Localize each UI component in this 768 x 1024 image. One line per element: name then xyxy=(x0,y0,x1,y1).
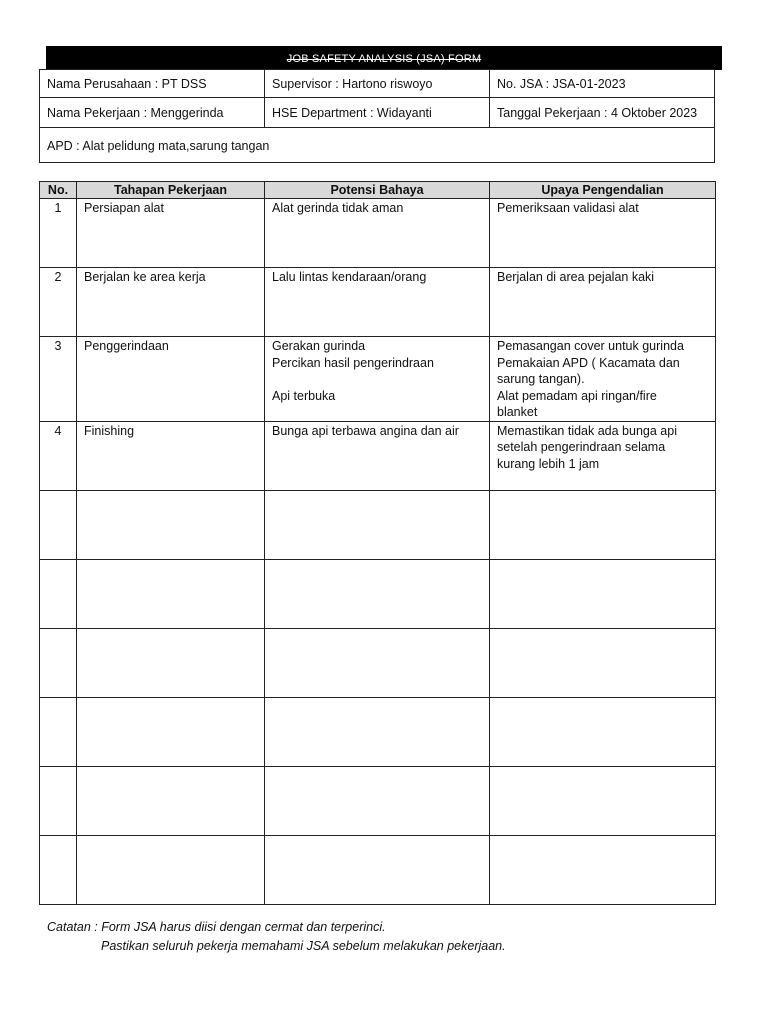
hazard-line: Api terbuka xyxy=(272,388,336,403)
control-line: sarung tangan). xyxy=(497,372,585,386)
hazard-cell xyxy=(265,421,490,490)
control-cell xyxy=(490,199,716,268)
company-name-field: Nama Perusahaan : PT DSS xyxy=(40,70,265,97)
empty-table-row xyxy=(40,766,716,835)
empty-cell xyxy=(40,628,77,697)
control-line: Pemakaian APD ( Kacamata dan xyxy=(497,355,680,370)
control-line: kurang lebih 1 jam xyxy=(497,456,600,471)
empty-table-row xyxy=(40,490,716,559)
hse-department-field: HSE Department : Widayanti xyxy=(265,98,490,127)
table-row xyxy=(40,268,716,337)
hazard-line-blank xyxy=(272,371,482,388)
control-cell xyxy=(490,421,716,490)
jsa-number-field: No. JSA : JSA-01-2023 xyxy=(497,76,626,91)
jsa-table xyxy=(39,181,716,905)
hazard-line: Lalu lintas kendaraan/orang xyxy=(272,270,427,284)
empty-cell xyxy=(265,697,490,766)
jsa-table-header-row xyxy=(40,182,716,199)
hazard-cell xyxy=(265,268,490,337)
empty-cell xyxy=(265,766,490,835)
empty-cell xyxy=(77,697,265,766)
control-cell xyxy=(490,268,716,337)
column-header-no: No. xyxy=(40,182,77,199)
job-name-field: Nama Pekerjaan : Menggerinda xyxy=(40,98,265,127)
job-step-cell: Berjalan ke area kerja xyxy=(77,268,265,337)
empty-cell xyxy=(490,628,716,697)
empty-cell xyxy=(490,766,716,835)
control-line: Berjalan di area pejalan kaki xyxy=(497,270,655,284)
header-row-3 xyxy=(40,128,714,163)
column-header-potensi: Potensi Bahaya xyxy=(265,182,490,199)
empty-cell xyxy=(77,835,265,904)
empty-table-row xyxy=(40,697,716,766)
empty-cell xyxy=(40,697,77,766)
supervisor-field: Supervisor : Hartono riswoyo xyxy=(265,70,490,97)
form-notes xyxy=(47,918,506,956)
control-line: setelah pengerindraan selama xyxy=(497,440,666,454)
hazard-line: Percikan hasil pengerindraan xyxy=(272,355,434,370)
form-header-box xyxy=(39,69,715,163)
header-row-1 xyxy=(40,70,714,98)
apd-field: APD : Alat pelidung mata,sarung tangan xyxy=(47,138,270,153)
empty-cell xyxy=(77,490,265,559)
hazard-cell xyxy=(265,199,490,268)
empty-cell xyxy=(40,490,77,559)
control-line: Memastikan tidak ada bunga api xyxy=(497,423,677,438)
table-row xyxy=(40,337,716,422)
empty-cell xyxy=(490,835,716,904)
job-step-cell: Persiapan alat xyxy=(77,199,265,268)
empty-table-row xyxy=(40,835,716,904)
empty-cell xyxy=(265,628,490,697)
table-row xyxy=(40,421,716,490)
empty-cell xyxy=(490,490,716,559)
note-line-1: Catatan : Form JSA harus diisi dengan cermat dan terperinci. xyxy=(47,920,386,934)
row-number: 4 xyxy=(40,421,77,490)
column-header-upaya: Upaya Pengendalian xyxy=(490,182,716,199)
empty-cell xyxy=(265,835,490,904)
hazard-line: Alat gerinda tidak aman xyxy=(272,201,404,215)
hazard-cell xyxy=(265,337,490,422)
empty-cell xyxy=(77,766,265,835)
column-header-tahapan: Tahapan Pekerjaan xyxy=(77,182,265,199)
empty-table-row xyxy=(40,559,716,628)
row-number: 2 xyxy=(40,268,77,337)
note-line-2: Pastikan seluruh pekerja memahami JSA sebelum melakukan pekerjaan. xyxy=(101,939,506,953)
control-line: blanket xyxy=(497,405,538,419)
empty-cell xyxy=(40,835,77,904)
form-title: JOB SAFETY ANALYSIS (JSA) FORM xyxy=(46,46,722,70)
empty-cell xyxy=(265,559,490,628)
control-line: Pemasangan cover untuk gurinda xyxy=(497,339,684,353)
empty-cell xyxy=(40,559,77,628)
empty-cell xyxy=(490,559,716,628)
row-number: 1 xyxy=(40,199,77,268)
empty-cell xyxy=(490,697,716,766)
job-date-field: Tanggal Pekerjaan : 4 Oktober 2023 xyxy=(497,105,698,120)
table-row xyxy=(40,199,716,268)
empty-cell xyxy=(77,628,265,697)
control-cell xyxy=(490,337,716,422)
header-row-2 xyxy=(40,98,714,128)
hazard-line: Bunga api terbawa angina dan air xyxy=(272,423,459,438)
hazard-line: Gerakan gurinda xyxy=(272,339,366,353)
job-step-cell: Finishing xyxy=(77,421,265,490)
control-line: Alat pemadam api ringan/fire xyxy=(497,388,657,403)
empty-cell xyxy=(77,559,265,628)
empty-cell xyxy=(40,766,77,835)
job-step-cell: Penggerindaan xyxy=(77,337,265,422)
empty-table-row xyxy=(40,628,716,697)
row-number: 3 xyxy=(40,337,77,422)
control-line: Pemeriksaan validasi alat xyxy=(497,201,639,215)
empty-cell xyxy=(265,490,490,559)
